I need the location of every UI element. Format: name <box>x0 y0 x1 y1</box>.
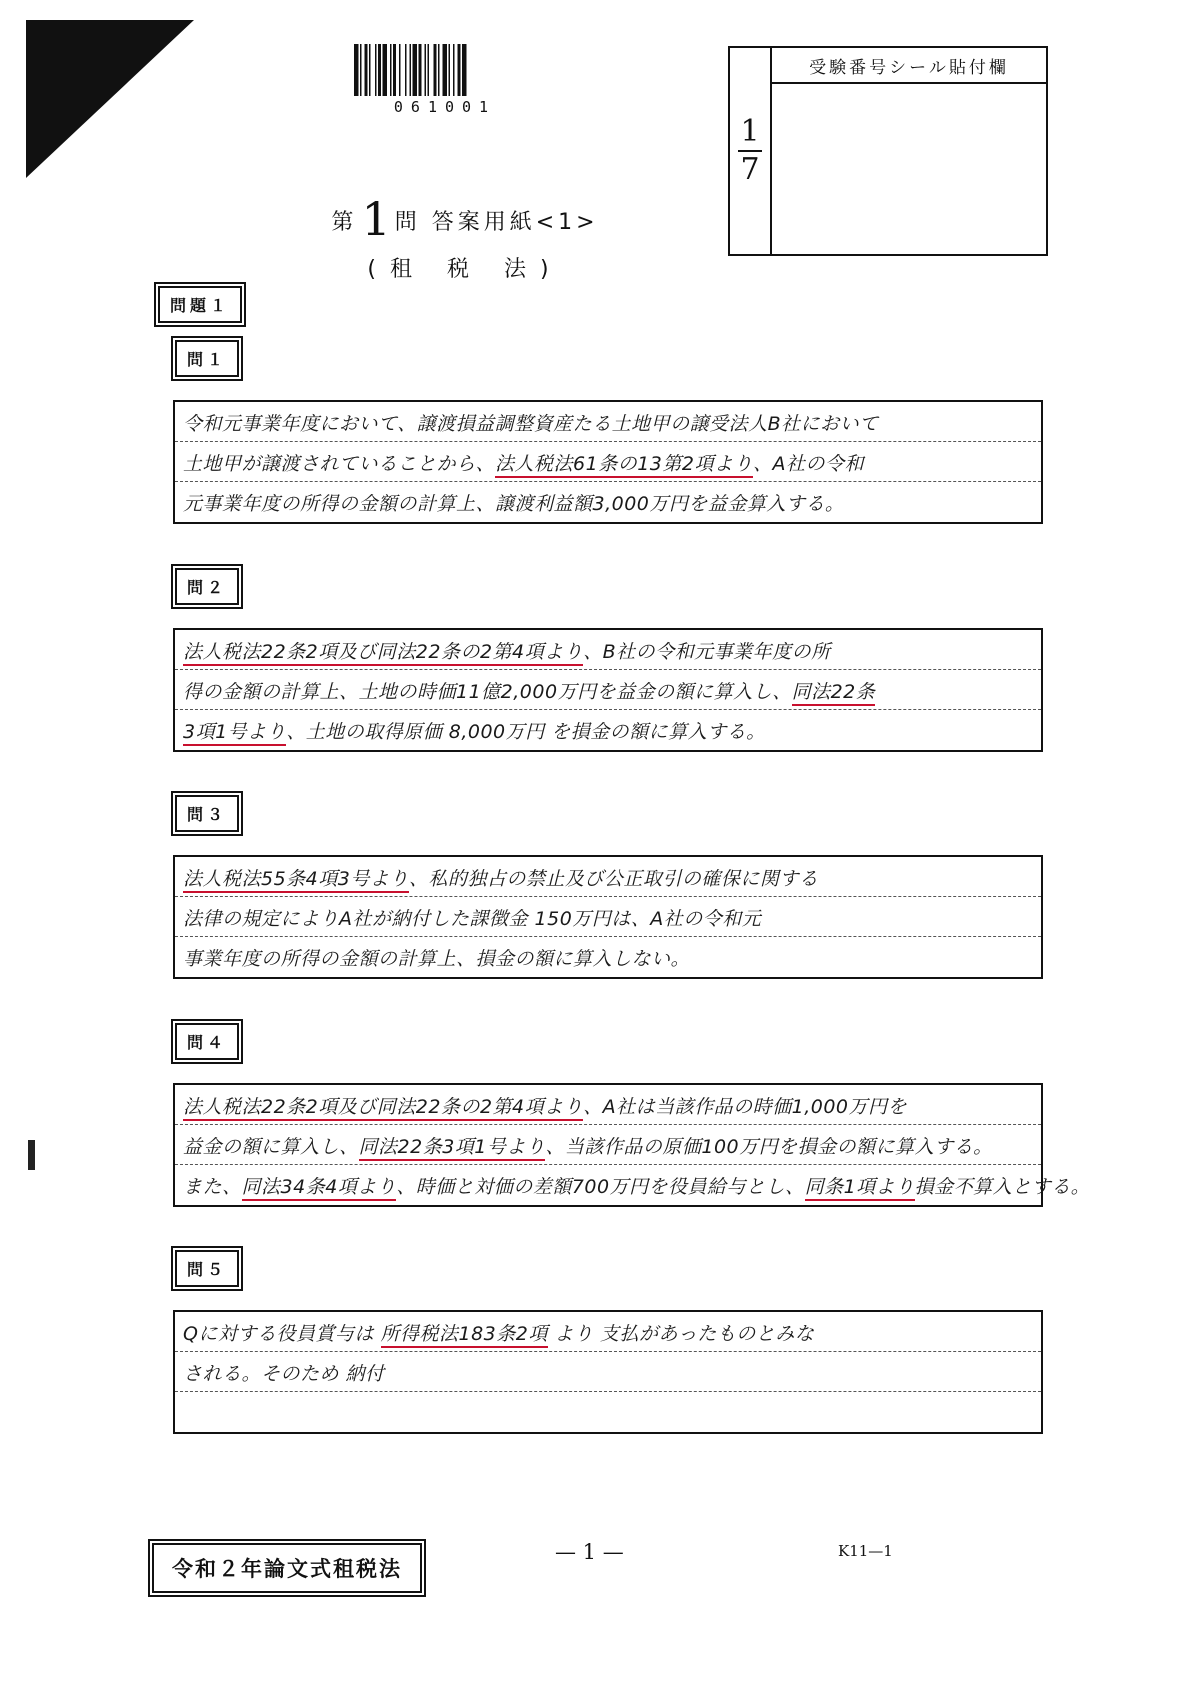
underlined-citation: 法人税法55条4項3号より <box>183 868 409 893</box>
answer-line <box>175 710 1041 750</box>
barcode-bar <box>425 44 427 96</box>
answer-text: 事業年度の所得の金額の計算上、損金の額に算入しない。 <box>183 948 691 970</box>
answer-text: 、A社は当該作品の時価1,000万円を <box>583 1096 908 1118</box>
barcode-bar <box>360 44 362 96</box>
answer-text: 元事業年度の所得の金額の計算上、譲渡利益額3,000万円を益金算入する。 <box>183 493 845 515</box>
barcode-bar <box>438 44 440 96</box>
heading-number: 1 <box>361 192 391 246</box>
barcode-bar <box>390 44 392 96</box>
question-label-1: 問１ <box>175 340 239 377</box>
barcode-bar <box>419 44 422 96</box>
answer-line <box>175 937 1041 977</box>
question-label-4: 問４ <box>175 1023 239 1060</box>
answer-line <box>175 442 1041 482</box>
barcode-bars <box>350 44 540 96</box>
answer-text: 土地甲が譲渡されていることから、 <box>183 453 496 475</box>
seal-area <box>772 48 1046 254</box>
answer-line <box>175 897 1041 937</box>
answer-line <box>175 630 1041 670</box>
answer-text: Qに対する役員賞与は <box>183 1323 381 1345</box>
answer-box-5 <box>173 1310 1043 1434</box>
barcode-bar <box>449 44 451 96</box>
page-numerator: 1 <box>740 114 760 149</box>
underlined-citation: 同法34条4項より <box>242 1176 397 1201</box>
answer-text: 損金不算入とする。 <box>914 1176 1091 1198</box>
answer-line <box>175 1125 1041 1165</box>
answer-box-1 <box>173 400 1043 524</box>
answer-box-4 <box>173 1083 1091 1207</box>
barcode-bar <box>405 44 407 96</box>
answer-line <box>175 857 1041 897</box>
page-denominator: 7 <box>740 152 760 187</box>
footer-title: 令和２年論文式租税法 <box>152 1543 422 1593</box>
answer-text: される。そのため 納付 <box>183 1363 385 1385</box>
question-label-3: 問３ <box>175 795 239 832</box>
barcode-bar <box>410 44 412 96</box>
barcode-bar <box>383 44 388 96</box>
sheet-heading <box>300 192 630 246</box>
answer-text: 、私的独占の禁止及び公正取引の確保に関する <box>408 868 819 890</box>
answer-text: また、 <box>183 1176 242 1198</box>
barcode-number: 061001 <box>393 98 497 116</box>
barcode-bar <box>399 44 401 96</box>
barcode-bar <box>428 44 430 96</box>
underlined-citation: 3項1号より <box>183 721 286 746</box>
underlined-citation: 法人税法22条2項及び同法22条の2第4項より <box>183 1096 583 1121</box>
answer-line <box>175 670 1041 710</box>
answer-line <box>175 402 1041 442</box>
barcode-bar <box>393 44 396 96</box>
answer-box-3 <box>173 855 1043 979</box>
page-fraction <box>730 48 772 254</box>
answer-line <box>175 482 1041 522</box>
barcode-bar <box>365 44 368 96</box>
underlined-citation: 法人税法61条の13第2項より <box>495 453 753 478</box>
footer-code: K11—1 <box>838 1542 893 1560</box>
barcode-bar <box>443 44 448 96</box>
answer-text: 益金の額に算入し、 <box>183 1136 359 1158</box>
answer-text: 得の金額の計算上、土地の時価11億2,000万円を益金の額に算入し、 <box>183 681 792 703</box>
answer-line <box>175 1352 1041 1392</box>
question-label-5: 問５ <box>175 1250 239 1287</box>
answer-text: 、時価と対価の差額700万円を役員給与とし、 <box>396 1176 805 1198</box>
footer-page-number: — 1 — <box>555 1540 624 1564</box>
barcode-bar <box>375 44 377 96</box>
barcode-bar <box>354 44 359 96</box>
barcode-bar <box>434 44 437 96</box>
answer-text: 、土地の取得原価 8,000万円 を損金の額に算入する。 <box>286 721 766 743</box>
answer-line <box>175 1392 1041 1432</box>
answer-line <box>175 1165 1091 1205</box>
answer-text: 法律の規定によりA社が納付した課徴金 150万円は、A社の令和元 <box>183 908 762 930</box>
barcode-bar <box>378 44 381 96</box>
corner-triangle-mark <box>26 20 196 180</box>
barcode-bar <box>453 44 455 96</box>
barcode-bar <box>458 44 461 96</box>
exam-number-seal-box <box>728 46 1048 256</box>
underlined-citation: 法人税法22条2項及び同法22条の2第4項より <box>183 641 583 666</box>
heading-prefix: 第 <box>331 210 358 235</box>
barcode-bar <box>462 44 467 96</box>
underlined-citation: 同法22条 <box>792 681 876 706</box>
sheet-subtitle: (租 税 法) <box>367 257 563 282</box>
underlined-citation: 同条1項より <box>805 1176 915 1201</box>
margin-mark <box>28 1140 35 1170</box>
answer-line <box>175 1085 1041 1125</box>
barcode <box>350 44 540 116</box>
underlined-citation: 同法22条3項1号より <box>359 1136 546 1161</box>
seal-box-title: 受験番号シール貼付欄 <box>772 48 1046 84</box>
answer-text: より 支払があったものとみな <box>547 1323 815 1345</box>
answer-line <box>175 1312 1041 1352</box>
answer-text: 、B社の令和元事業年度の所 <box>583 641 831 663</box>
heading-rest: 問 答案用紙<1> <box>394 210 599 235</box>
barcode-bar <box>369 44 371 96</box>
answer-box-2 <box>173 628 1043 752</box>
answer-text: 、当該作品の原価100万円を損金の額に算入する。 <box>545 1136 993 1158</box>
underlined-citation: 所得税法183条2項 <box>381 1323 548 1348</box>
answer-text: 令和元事業年度において、譲渡損益調整資産たる土地甲の譲受法人B社において <box>183 413 879 435</box>
barcode-bar <box>413 44 418 96</box>
answer-text: 、A社の令和 <box>752 453 864 475</box>
problem-label: 問題１ <box>158 286 242 323</box>
question-label-2: 問２ <box>175 568 239 605</box>
